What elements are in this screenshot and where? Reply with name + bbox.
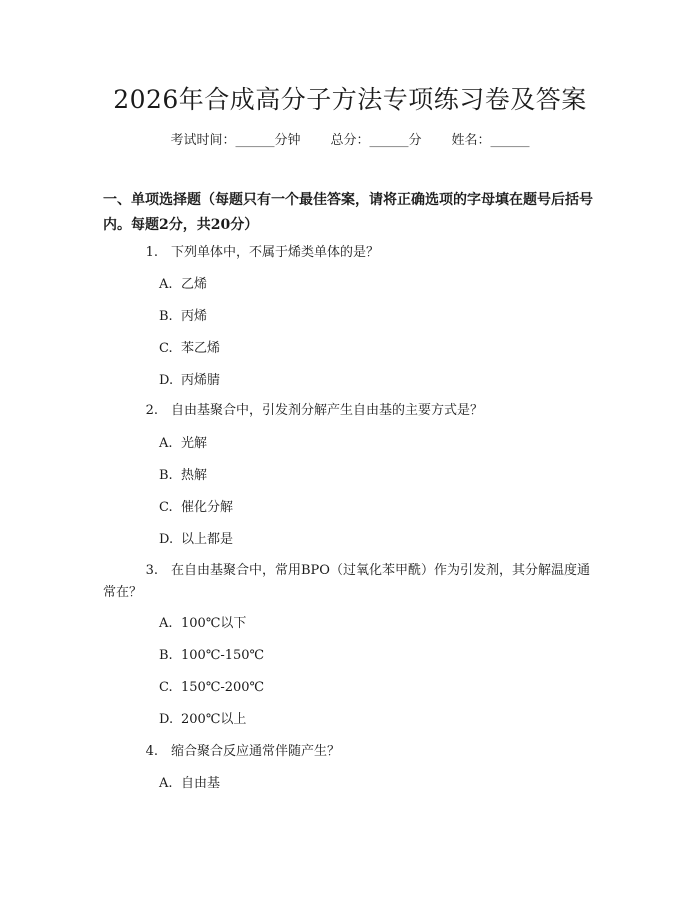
option-1b (159, 307, 207, 327)
option-text: 催化分解 (181, 500, 234, 515)
option-letter: B. (159, 309, 173, 324)
option-letter: C. (159, 341, 173, 356)
option-3b (159, 646, 264, 666)
option-text: 苯乙烯 (181, 341, 221, 356)
option-letter: A. (159, 776, 173, 791)
option-letter: A. (159, 616, 173, 631)
option-letter: B. (159, 648, 173, 663)
exam-time: 考试时间：______分钟 (170, 133, 301, 148)
question-4 (103, 740, 603, 764)
option-letter: C. (159, 680, 173, 695)
option-3d (159, 710, 246, 730)
question-text-continued: 常在？ (103, 585, 143, 600)
option-3a (159, 614, 246, 634)
question-text: 缩合聚合反应通常伴随产生？ (171, 744, 341, 759)
option-letter: B. (159, 468, 173, 483)
student-name: 姓名：______ (451, 133, 530, 148)
option-letter: D. (159, 712, 174, 727)
option-text: 光解 (181, 436, 208, 451)
option-text: 丙烯腈 (181, 373, 221, 388)
option-2b (159, 466, 207, 486)
option-letter: D. (159, 532, 174, 547)
question-number: 3. (145, 563, 158, 578)
option-text: 乙烯 (181, 277, 208, 292)
section-heading: 一、单项选择题（每题只有一个最佳答案，请将正确选项的字母填在题号后括号内。每题2分，共20分） (103, 192, 593, 233)
option-2a (159, 434, 207, 454)
option-text: 热解 (181, 468, 208, 483)
page-title: 2026年合成高分子方法专项练习卷及答案 (113, 85, 587, 114)
option-text: 丙烯 (181, 309, 208, 324)
option-1c (159, 339, 220, 359)
option-letter: A. (159, 277, 173, 292)
option-1a (159, 275, 207, 295)
question-text: 在自由基聚合中，常用BPO（过氧化苯甲酰）作为引发剂，其分解温度通 (171, 563, 590, 578)
option-letter: A. (159, 436, 173, 451)
option-4a (159, 774, 220, 794)
question-number: 4. (145, 744, 158, 759)
question-number: 2. (145, 403, 158, 418)
option-text: 自由基 (181, 776, 221, 791)
option-3c (159, 678, 264, 698)
question-1 (103, 241, 603, 265)
question-text: 自由基聚合中，引发剂分解产生自由基的主要方式是？ (171, 403, 484, 418)
question-number: 1. (145, 245, 158, 260)
option-text: 150℃-200℃ (181, 680, 265, 695)
question-2 (103, 399, 603, 423)
option-2d (159, 530, 233, 550)
question-3 (103, 559, 603, 583)
option-letter: C. (159, 500, 173, 515)
option-text: 100℃-150℃ (181, 648, 265, 663)
option-letter: D. (159, 373, 174, 388)
option-text: 100℃以下 (181, 616, 247, 631)
option-2c (159, 498, 233, 518)
total-score: 总分：______分 (330, 133, 422, 148)
option-text: 以上都是 (181, 532, 234, 547)
question-text: 下列单体中，不属于烯类单体的是？ (171, 245, 380, 260)
option-1d (159, 371, 220, 391)
question-3-continued (103, 581, 603, 605)
option-text: 200℃以上 (181, 712, 247, 727)
exam-meta (0, 131, 700, 151)
